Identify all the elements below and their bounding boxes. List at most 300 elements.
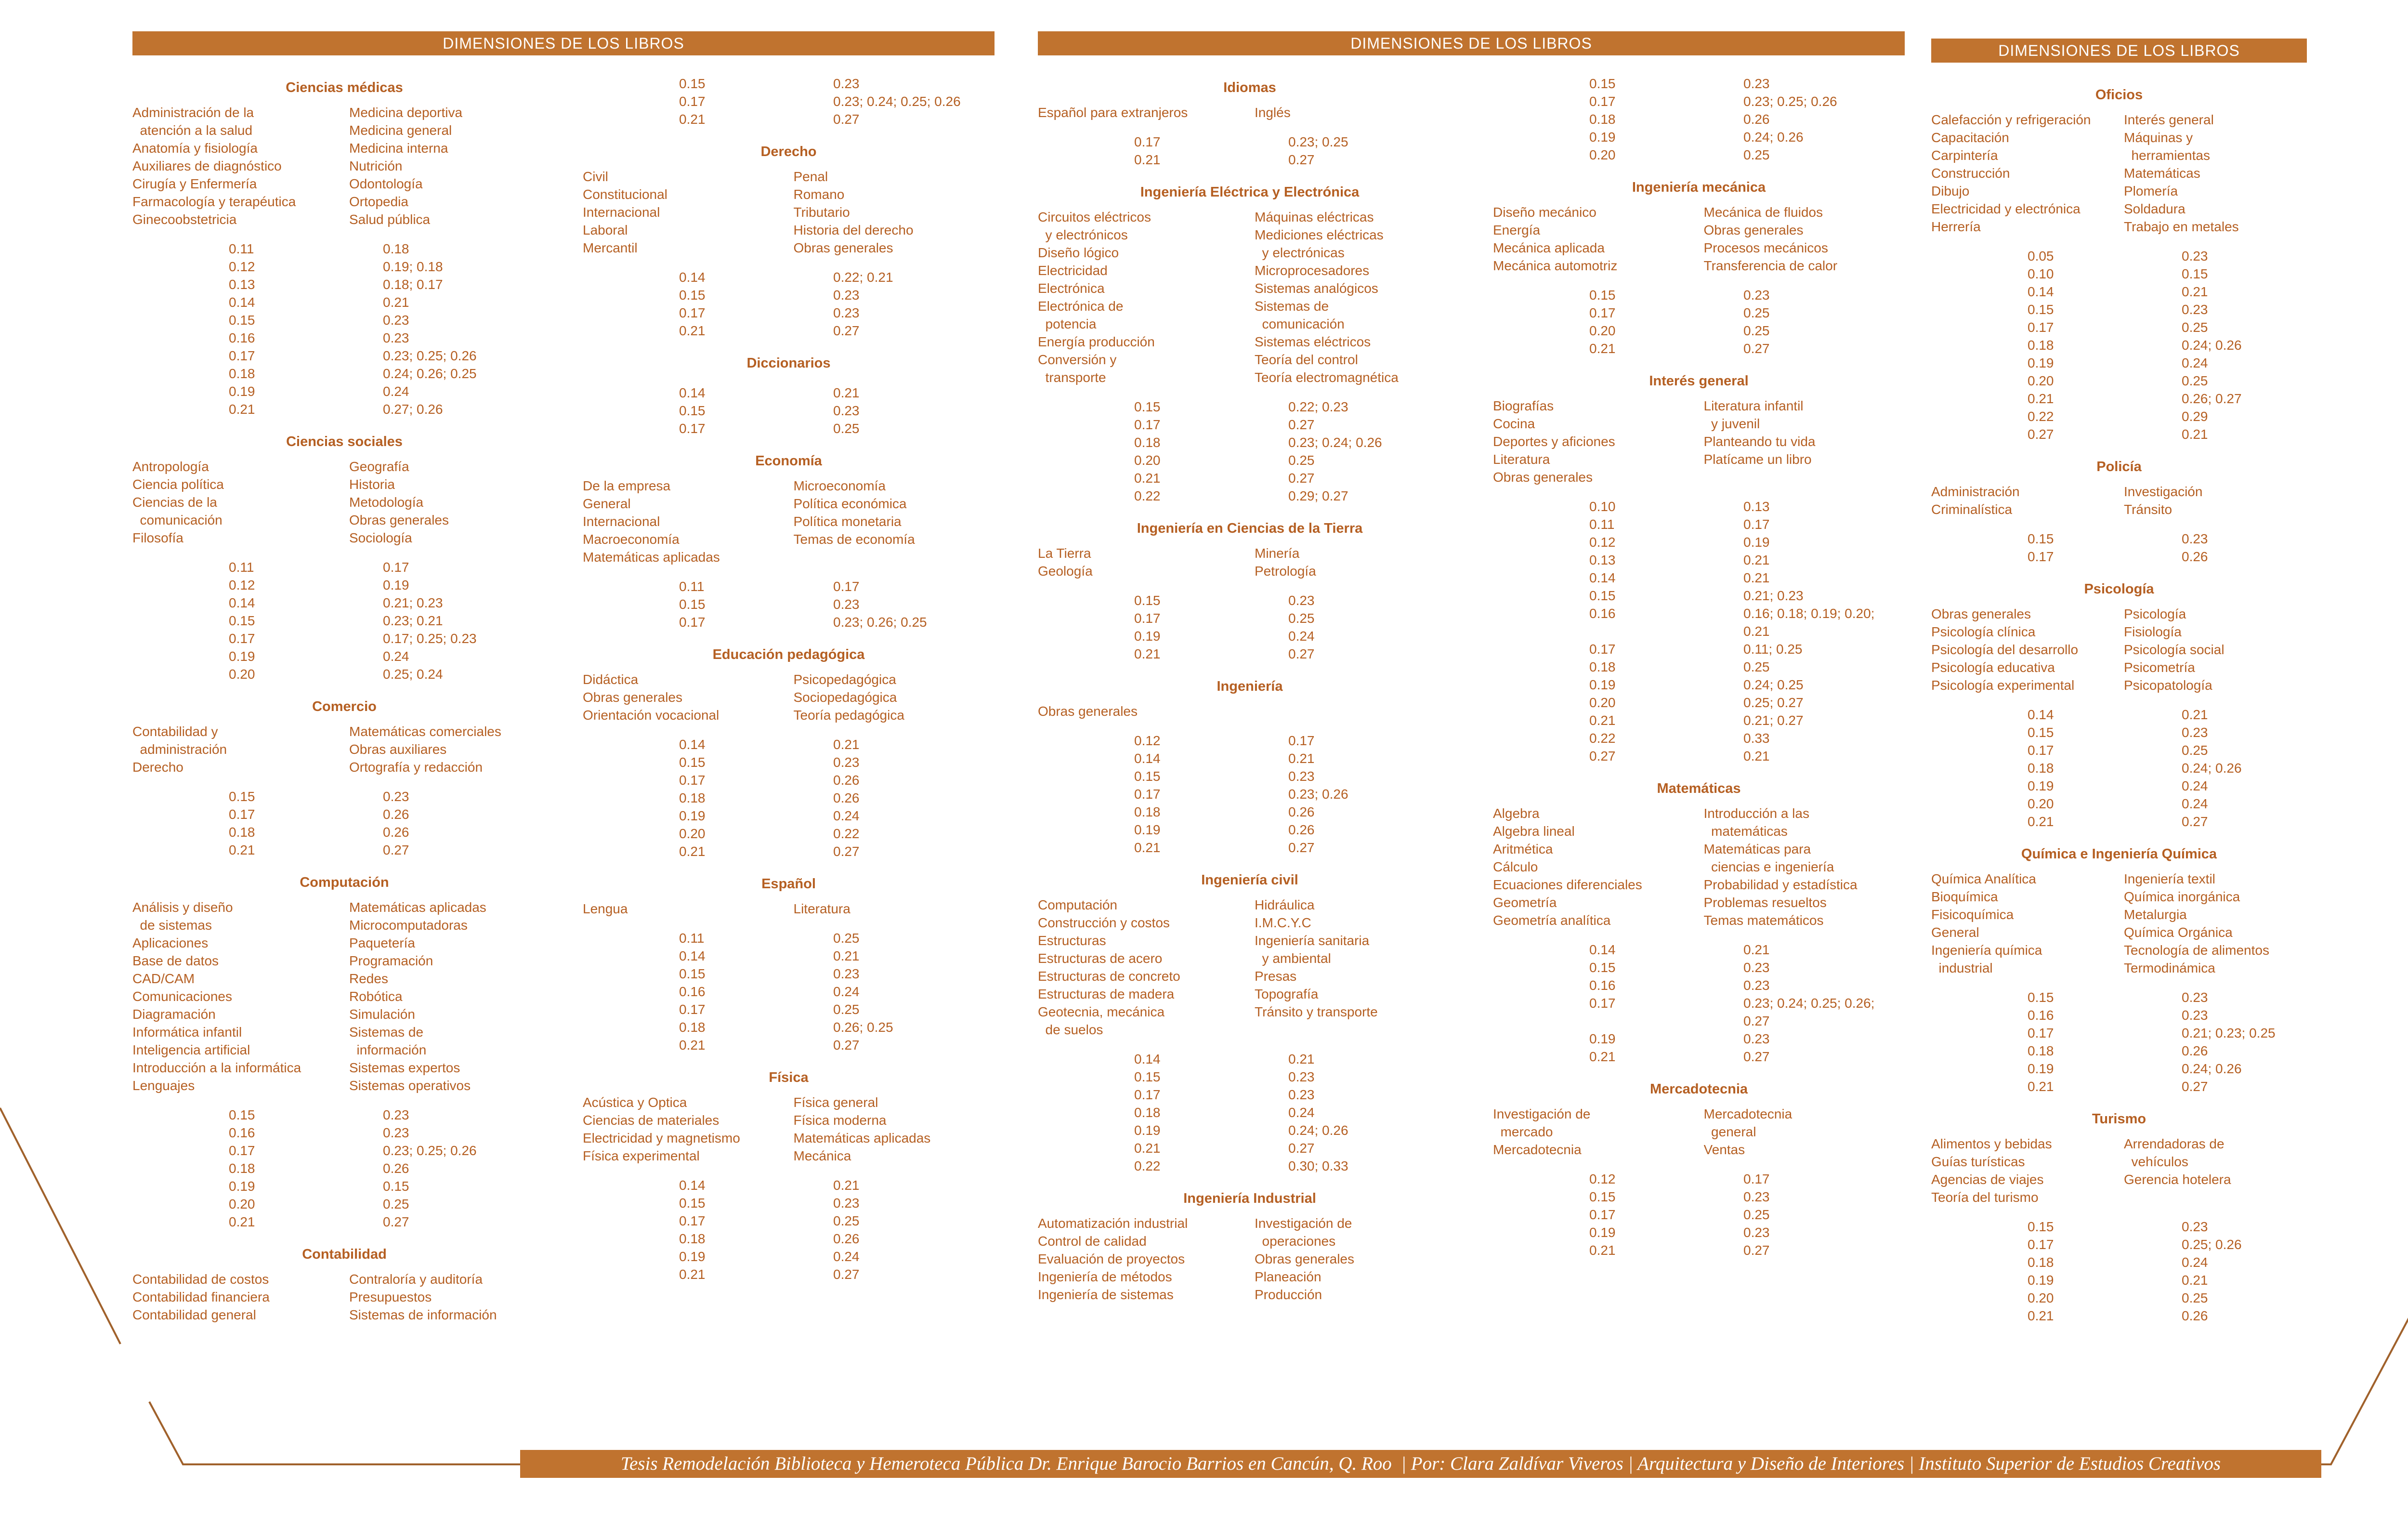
width-value: 0.18 [1134, 435, 1161, 450]
height-value: 0.23; 0.26; 0.25 [833, 615, 927, 630]
subject-item: Ingeniería química [1931, 943, 2042, 958]
subject-item: Gerencia hotelera [2124, 1172, 2231, 1187]
subject-item: Introducción a la informática [132, 1060, 301, 1075]
width-value: 0.21 [1134, 646, 1161, 661]
subject-item: de sistemas [132, 918, 212, 933]
width-value: 0.17 [679, 1213, 706, 1228]
subject-list [583, 477, 995, 566]
width-value: 0.10 [2028, 266, 2054, 281]
category-title: Oficios [2095, 87, 2143, 103]
column-2 [583, 75, 995, 1298]
subject-item: Ingeniería sanitaria [1255, 933, 1370, 948]
subject-item: Base de datos [132, 953, 219, 968]
subject-item: Física general [793, 1095, 878, 1110]
subject-item: Criminalística [1931, 502, 2013, 517]
width-value: 0.17 [1589, 996, 1616, 1011]
column-4 [1493, 75, 1905, 1274]
subject-item: Obras generales [1493, 470, 1593, 485]
subject-item: de suelos [1038, 1022, 1103, 1037]
subject-item: Psicología experimental [1931, 678, 2075, 693]
subject-item: Algebra lineal [1493, 824, 1575, 839]
height-value: 0.25 [383, 1197, 409, 1211]
width-value: 0.15 [679, 755, 706, 770]
subject-item: Tránsito [2124, 502, 2172, 517]
height-value: 0.16; 0.18; 0.19; 0.20; [1743, 606, 1875, 621]
subject-item: potencia [1038, 316, 1097, 331]
subject-list [1493, 203, 1905, 275]
subject-item: Obras generales [1255, 1251, 1355, 1266]
height-value: 0.23 [833, 755, 860, 770]
width-value: 0.16 [2028, 1008, 2054, 1023]
height-value: 0.24 [833, 808, 860, 823]
height-value: 0.23 [833, 1196, 860, 1211]
dimension-table [679, 268, 968, 340]
category-section [1931, 1110, 2307, 1325]
width-value: 0.14 [1589, 570, 1616, 585]
height-value: 0.27 [383, 842, 409, 857]
subject-item: Informática infantil [132, 1025, 242, 1040]
width-value: 0.15 [679, 403, 706, 418]
category-section [583, 75, 995, 128]
subject-list [1931, 1135, 2307, 1206]
subject-item: Metodología [349, 495, 424, 510]
height-value: 0.15 [383, 1179, 409, 1194]
width-value: 0.18 [2028, 761, 2054, 776]
width-value: 0.15 [229, 313, 255, 328]
width-value: 0.17 [1589, 94, 1616, 109]
subject-item: general [1703, 1124, 1756, 1139]
subject-item: Mecánica aplicada [1493, 240, 1605, 255]
width-value: 0.15 [1589, 76, 1616, 91]
subject-item: Matemáticas aplicadas [583, 550, 720, 565]
width-value: 0.19 [679, 808, 706, 823]
width-value: 0.15 [679, 966, 706, 981]
height-value: 0.27 [1288, 152, 1315, 167]
height-value: 0.27 [833, 1038, 860, 1053]
height-value: 0.21; 0.23; 0.25 [2182, 1026, 2276, 1040]
subject-list [1931, 870, 2307, 977]
width-value: 0.15 [679, 597, 706, 612]
width-value: 0.11 [229, 241, 254, 256]
subject-list [1493, 1105, 1905, 1158]
category-title: Español [761, 876, 816, 892]
subject-item: Ciencias de materiales [583, 1113, 720, 1128]
height-value: 0.21 [833, 737, 860, 752]
height-value: 0.23 [1743, 1225, 1770, 1240]
width-value: 0.15 [2028, 990, 2054, 1005]
dimension-table [229, 1106, 518, 1231]
subject-item: Cálculo [1493, 859, 1538, 874]
subject-item: Máquinas y [2124, 130, 2193, 145]
subject-item: operaciones [1255, 1234, 1336, 1249]
dimension-table [1589, 286, 1878, 357]
width-value: 0.16 [229, 1125, 255, 1140]
height-value: 0.25 [1288, 611, 1315, 626]
subject-item: Ingeniería de métodos [1038, 1269, 1172, 1284]
height-value: 0.29 [2182, 409, 2208, 424]
subject-item: y ambiental [1255, 951, 1331, 966]
subject-item: Contabilidad financiera [132, 1290, 270, 1304]
subject-item: Ciencias de la [132, 495, 217, 510]
width-value: 0.17 [1134, 1087, 1161, 1102]
dimension-table [229, 240, 518, 418]
width-value: 0.18 [229, 366, 255, 381]
subject-item: Geometría [1493, 895, 1557, 910]
subject-item: Análisis y diseño [132, 900, 233, 915]
dimension-table [1134, 1050, 1423, 1175]
width-value: 0.17 [679, 421, 706, 436]
width-value: 0.20 [2028, 1290, 2054, 1305]
width-value: 0.20 [1589, 695, 1616, 710]
width-value: 0.11 [679, 931, 705, 946]
width-value: 0.16 [1589, 978, 1616, 993]
width-value: 0.17 [1589, 642, 1616, 657]
subject-item: Estructuras de acero [1038, 951, 1163, 966]
width-value: 0.12 [1589, 1171, 1616, 1186]
height-value: 0.25 [1743, 305, 1770, 320]
subject-item: Evaluación de proyectos [1038, 1251, 1185, 1266]
height-value: 0.17 [1743, 517, 1770, 532]
subject-item: Sistemas operativos [349, 1078, 471, 1093]
height-value: 0.11; 0.25 [1743, 642, 1803, 657]
height-value: 0.24 [2182, 778, 2208, 793]
height-value: 0.27 [2182, 814, 2208, 829]
category-title: Policía [2096, 459, 2142, 474]
height-value: 0.17 [383, 560, 409, 575]
subject-item: Lenguajes [132, 1078, 195, 1093]
subject-item: Ginecoobstetricia [132, 212, 237, 227]
width-value: 0.19 [1134, 1123, 1161, 1138]
subject-item: Sistemas de [349, 1025, 424, 1040]
category-title: Ciencias sociales [286, 434, 403, 449]
subject-item: Obras generales [1038, 704, 1138, 719]
subject-list [1038, 896, 1462, 1039]
subject-item: Matemáticas aplicadas [793, 1131, 931, 1145]
width-value: 0.13 [1589, 553, 1616, 567]
height-value: 0.23 [1743, 1031, 1770, 1046]
subject-list [132, 104, 556, 228]
height-value: 0.23; 0.25 [1288, 134, 1348, 149]
width-value: 0.16 [229, 330, 255, 345]
subject-item: Computación [1038, 897, 1117, 912]
subject-list [132, 898, 556, 1094]
width-value: 0.20 [1134, 453, 1161, 468]
subject-item: Física experimental [583, 1148, 700, 1163]
subject-list [132, 458, 556, 547]
height-value: 0.26 [833, 790, 860, 805]
category-section [1038, 677, 1462, 856]
height-value: 0.21 [833, 1178, 860, 1193]
subject-item: Estructuras de concreto [1038, 969, 1180, 984]
width-value: 0.15 [2028, 1219, 2054, 1234]
category-title: Economía [755, 453, 822, 469]
subject-item: Mediciones eléctricas [1255, 227, 1384, 242]
category-section [583, 645, 995, 860]
width-value: 0.15 [229, 613, 255, 628]
height-value: 0.23 [1743, 76, 1770, 91]
height-value: 0.21 [2182, 1273, 2208, 1288]
panel-right [1931, 39, 2307, 1402]
category-title: Ingeniería civil [1201, 872, 1298, 888]
height-value: 0.27 [1288, 471, 1315, 486]
height-value: 0.17; 0.25; 0.23 [383, 631, 477, 646]
height-value: 0.23 [2182, 1008, 2208, 1023]
subject-item: Mecánica automotriz [1493, 258, 1618, 273]
height-value: 0.21; 0.23 [383, 595, 443, 610]
height-value: 0.26 [833, 773, 860, 788]
width-value: 0.22 [1589, 731, 1616, 746]
height-value: 0.21 [833, 948, 860, 963]
subject-item: Romano [793, 187, 845, 202]
width-value: 0.21 [679, 1038, 706, 1053]
subject-item: Medicina general [349, 123, 452, 138]
subject-item: Psicología social [2124, 642, 2225, 657]
width-value: 0.15 [679, 76, 706, 91]
width-value: 0.18 [229, 1161, 255, 1176]
subject-item: Obras auxiliares [349, 742, 447, 757]
subject-item: Planeación [1255, 1269, 1322, 1284]
subject-item: y electrónicos [1038, 227, 1128, 242]
subject-item: Microcomputadoras [349, 918, 468, 933]
width-value: 0.15 [229, 789, 255, 804]
category-title: Turismo [2092, 1111, 2146, 1127]
subject-item: Soldadura [2124, 201, 2186, 216]
height-value: 0.21 [383, 295, 409, 310]
subject-item: Geometría analítica [1493, 913, 1611, 928]
category-section [1931, 458, 2307, 566]
height-value: 0.21 [1743, 749, 1770, 763]
height-value: 0.25 [2182, 320, 2208, 335]
width-value: 0.17 [2028, 1237, 2054, 1252]
height-value: 0.33 [1743, 731, 1770, 746]
subject-item: Obras generales [583, 690, 683, 705]
subject-item: Matemáticas para [1703, 842, 1811, 856]
height-value: 0.21 [1743, 553, 1770, 567]
height-value: 0.27 [833, 323, 860, 338]
width-value: 0.18 [1589, 112, 1616, 127]
dimension-table [679, 736, 968, 860]
subject-item: Política económica [793, 496, 907, 511]
subject-item: Biografías [1493, 398, 1554, 413]
subject-item: Obras generales [1931, 606, 2031, 621]
subject-list [1931, 483, 2307, 518]
subject-item: Química Analítica [1931, 871, 2036, 886]
height-value: 0.23; 0.24; 0.26 [1288, 435, 1382, 450]
category-title: Ingeniería Industrial [1183, 1191, 1316, 1206]
subject-item: Hidráulica [1255, 897, 1315, 912]
subject-item: Problemas resueltos [1703, 895, 1827, 910]
subject-item: Psicología clínica [1931, 624, 2036, 639]
height-value: 0.27; 0.26 [383, 402, 443, 417]
dimension-table [1589, 1170, 1878, 1259]
subject-item: Transferencia de calor [1703, 258, 1838, 273]
category-title: Ciencias médicas [286, 80, 403, 95]
height-value: 0.23 [2182, 725, 2208, 740]
height-value: 0.25 [833, 1213, 860, 1228]
dimension-table [1134, 398, 1423, 505]
width-value: 0.20 [1589, 323, 1616, 338]
subject-item: Civil [583, 169, 608, 184]
height-value: 0.22 [833, 826, 860, 841]
subject-item: Matemáticas [2124, 166, 2200, 181]
width-value: 0.11 [679, 579, 705, 594]
subject-item [2124, 1188, 2307, 1206]
subject-item: Alimentos y bebidas [1931, 1136, 2052, 1151]
width-value: 0.15 [229, 1107, 255, 1122]
subject-item: Macroeconomía [583, 532, 680, 547]
height-value: 0.21 [2182, 284, 2208, 299]
subject-item: Sociopedagógica [793, 690, 897, 705]
subject-item: Matemáticas comerciales [349, 724, 501, 739]
category-title: Ingeniería en Ciencias de la Tierra [1137, 521, 1363, 536]
subject-item: Literatura [793, 901, 851, 916]
height-value: 0.13 [1743, 499, 1770, 514]
subject-item: General [583, 496, 631, 511]
height-value: 0.24 [1288, 629, 1315, 644]
subject-item: Circuitos eléctricos [1038, 210, 1151, 224]
subject-item: Teoría pedagógica [793, 708, 904, 723]
width-value: 0.21 [229, 842, 255, 857]
height-value: 0.23 [383, 313, 409, 328]
panel-header: DIMENSIONES DE LOS LIBROS [1038, 31, 1905, 55]
width-value: 0.19 [2028, 778, 2054, 793]
height-value: 0.27 [1288, 840, 1315, 855]
subject-item: Microeconomía [793, 478, 886, 493]
width-value: 0.15 [1589, 588, 1616, 603]
subject-item: Deportes y aficiones [1493, 434, 1615, 449]
height-value: 0.26 [2182, 1043, 2208, 1058]
width-value: 0.17 [1589, 1207, 1616, 1222]
width-value: 0.15 [1589, 288, 1616, 303]
height-value: 0.15 [2182, 266, 2208, 281]
subject-item: Mercadotecnia [1493, 1142, 1582, 1157]
width-value: 0.18 [2028, 338, 2054, 353]
width-value: 0.21 [2028, 1079, 2054, 1094]
category-section [583, 1068, 995, 1283]
height-value: 0.23 [833, 403, 860, 418]
category-title: Ingeniería mecánica [1632, 180, 1766, 195]
subject-item: Sistemas analógicos [1255, 281, 1378, 296]
height-value: 0.23 [1743, 1189, 1770, 1204]
subject-item: Geología [1038, 564, 1093, 579]
width-value: 0.10 [1589, 499, 1616, 514]
subject-item: Electricidad y electrónica [1931, 201, 2081, 216]
subject-item: La Tierra [1038, 546, 1091, 561]
subject-item: Tributario [793, 205, 850, 220]
subject-item: Robótica [349, 989, 403, 1004]
width-value: 0.14 [229, 595, 255, 610]
width-value: 0.20 [1589, 147, 1616, 162]
height-value: 0.23 [2182, 531, 2208, 546]
subject-item: Teoría del control [1255, 352, 1358, 367]
height-value: 0.24 [2182, 796, 2208, 811]
category-section [1931, 86, 2307, 443]
width-value: 0.17 [229, 348, 255, 363]
subject-item: Ecuaciones diferenciales [1493, 877, 1642, 892]
height-value: 0.17 [833, 579, 860, 594]
width-value: 0.17 [1134, 417, 1161, 432]
width-value: 0.14 [1589, 942, 1616, 957]
category-title: Mercadotecnia [1649, 1081, 1748, 1097]
subject-list [132, 1270, 556, 1324]
category-section [1038, 183, 1462, 505]
category-section [1038, 1189, 1462, 1303]
width-value: 0.14 [2028, 284, 2054, 299]
width-value: 0.19 [229, 384, 255, 399]
category-section [1931, 580, 2307, 830]
height-value: 0.25 [2182, 373, 2208, 388]
width-value: 0.11 [229, 560, 254, 575]
width-value: 0.17 [1134, 134, 1161, 149]
subject-list [1931, 111, 2307, 236]
dimension-table [679, 75, 968, 128]
panel-left [132, 31, 995, 1395]
width-value: 0.14 [229, 295, 255, 310]
height-value: 0.30; 0.33 [1288, 1158, 1348, 1173]
width-value: 0.14 [1134, 1052, 1161, 1066]
height-value: 0.26; 0.25 [833, 1020, 893, 1035]
width-value: 0.15 [679, 1196, 706, 1211]
subject-item: Química Orgánica [2124, 925, 2233, 940]
panel-middle [1038, 31, 1905, 1395]
width-value: 0.22 [2028, 409, 2054, 424]
height-value: 0.26 [833, 1231, 860, 1246]
subject-item: Temas de economía [793, 532, 915, 547]
width-value: 0.19 [679, 1249, 706, 1264]
width-value: 0.17 [679, 773, 706, 788]
dimension-table [2028, 247, 2316, 443]
height-value: 0.26 [1288, 804, 1315, 819]
category-section [1493, 178, 1905, 357]
height-value: 0.24 [833, 984, 860, 999]
width-value: 0.12 [1589, 535, 1616, 550]
subject-item: Plomería [2124, 184, 2178, 198]
width-value: 0.19 [229, 1179, 255, 1194]
dimension-table [1589, 75, 1878, 164]
subject-item: Internacional [583, 514, 660, 529]
subject-item: Literatura infantil [1703, 398, 1804, 413]
subject-item: Tránsito y transporte [1255, 1004, 1378, 1019]
height-value: 0.21; 0.23 [1743, 588, 1804, 603]
dimension-table [1589, 498, 1878, 765]
subject-item: Metalurgia [2124, 907, 2187, 922]
subject-item: Obras generales [1703, 223, 1804, 237]
height-value: 0.23 [1288, 1087, 1315, 1102]
width-value: 0.21 [1134, 471, 1161, 486]
width-value: 0.20 [2028, 373, 2054, 388]
subject-item: comunicación [132, 513, 222, 527]
subject-item: I.M.C.Y.C [1255, 915, 1311, 930]
subject-item: Ingeniería de sistemas [1038, 1287, 1174, 1302]
category-section [1493, 372, 1905, 765]
category-section [1038, 519, 1462, 663]
subject-item: Máquinas eléctricas [1255, 210, 1374, 224]
subject-item [1255, 702, 1462, 720]
width-value: 0.15 [2028, 725, 2054, 740]
subject-list [1493, 804, 1905, 929]
subject-item: Lengua [583, 901, 628, 916]
category-title: Computación [300, 875, 389, 890]
subject-item: comunicación [1255, 316, 1345, 331]
subject-item: De la empresa [583, 478, 671, 493]
width-value: 0.19 [229, 649, 255, 664]
height-value: 0.24 [833, 1249, 860, 1264]
width-value: 0.18 [679, 1020, 706, 1035]
width-value: 0.19 [2028, 1061, 2054, 1076]
width-value: 0.15 [679, 288, 706, 303]
width-value: 0.22 [1134, 1158, 1161, 1173]
subject-item: Cirugía y Enfermería [132, 176, 257, 191]
